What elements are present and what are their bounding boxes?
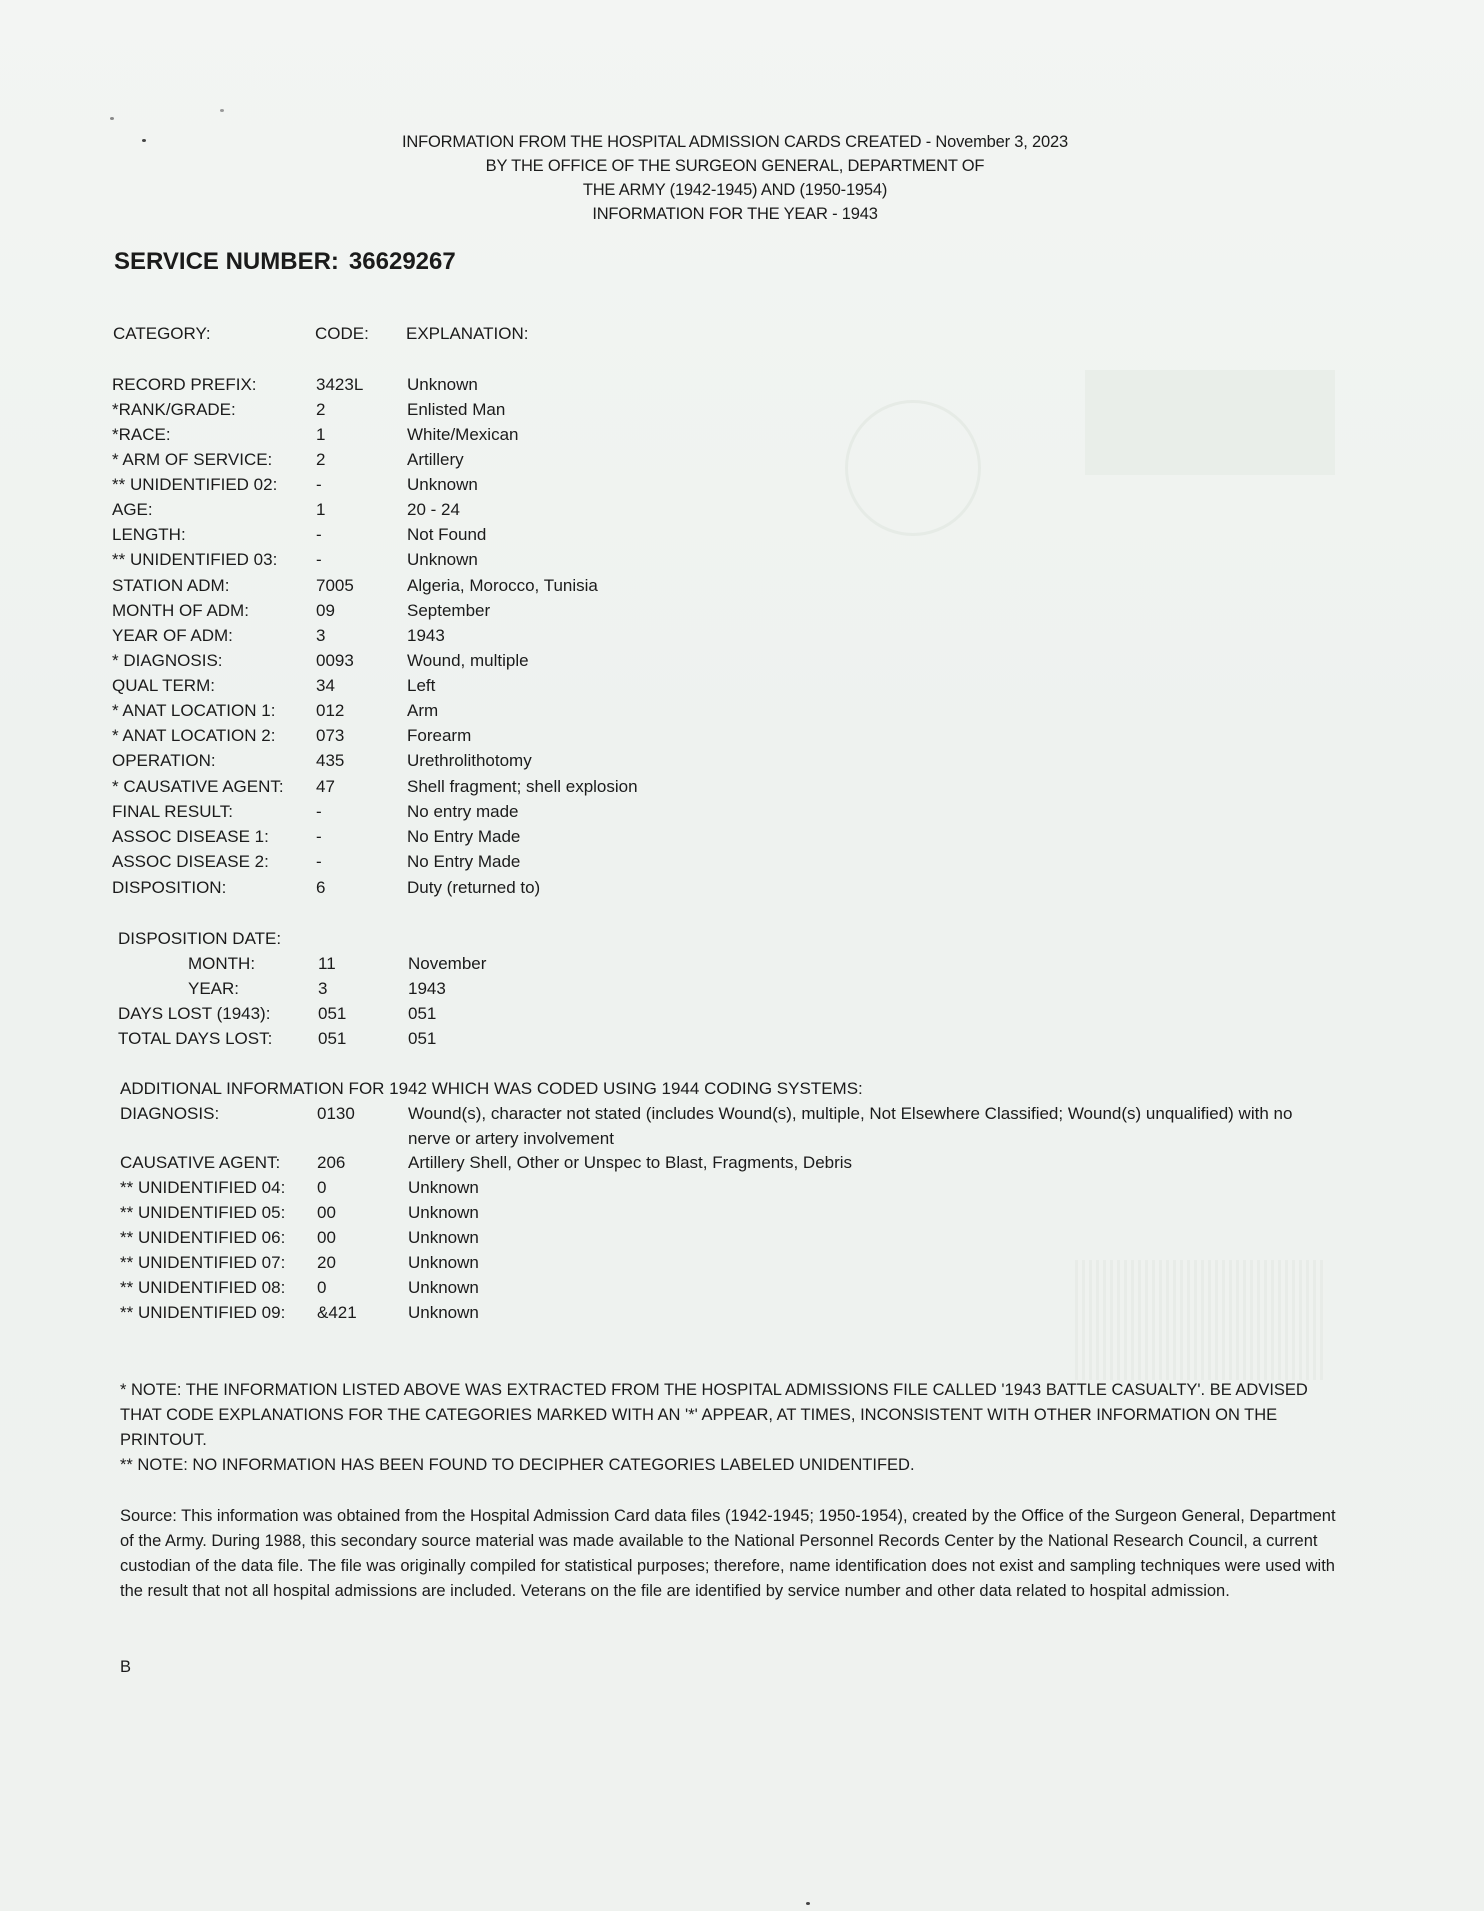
- row-explanation: Wound, multiple: [407, 651, 529, 670]
- row-category: *RANK/GRADE:: [112, 400, 236, 419]
- row-explanation: Unknown: [408, 1178, 479, 1197]
- row-code: 0130: [317, 1104, 355, 1123]
- row-code: 435: [316, 751, 345, 770]
- row-category: ** UNIDENTIFIED 02:: [112, 475, 278, 494]
- row-category: TOTAL DAYS LOST:: [118, 1029, 273, 1048]
- row-explanation: No Entry Made: [407, 827, 521, 846]
- row-category: ** UNIDENTIFIED 05:: [120, 1203, 286, 1222]
- row-code: 3: [316, 626, 326, 645]
- row-category: QUAL TERM:: [112, 676, 215, 695]
- row-code: -: [316, 827, 322, 846]
- note-unidentified: ** NOTE: NO INFORMATION HAS BEEN FOUND TO DECIPHER CATEGORIES LABELED UNIDENTIFED.: [120, 1456, 915, 1474]
- row-category: ** UNIDENTIFIED 06:: [120, 1228, 286, 1247]
- row-category: OPERATION:: [112, 751, 216, 770]
- additional-info-heading: ADDITIONAL INFORMATION FOR 1942 WHICH WAS CODED USING 1944 CODING SYSTEMS:: [120, 1079, 863, 1098]
- row-explanation: Enlisted Man: [407, 400, 506, 419]
- row-code: -: [316, 550, 322, 569]
- row-code: 20: [317, 1253, 336, 1272]
- row-explanation: Unknown: [407, 475, 478, 494]
- header-line-1: INFORMATION FROM THE HOSPITAL ADMISSION CARDS CREATED - November 3, 2023: [402, 133, 1068, 151]
- row-code: 0: [317, 1178, 327, 1197]
- column-header-explanation: EXPLANATION:: [406, 324, 529, 343]
- row-explanation: Unknown: [408, 1203, 479, 1222]
- row-code: 00: [317, 1228, 336, 1247]
- row-code: 051: [318, 1004, 347, 1023]
- row-explanation: Duty (returned to): [407, 878, 541, 897]
- row-category: ** UNIDENTIFIED 07:: [120, 1253, 286, 1272]
- scan-speck: [110, 117, 114, 120]
- row-explanation: Not Found: [407, 525, 487, 544]
- row-category: *RACE:: [112, 425, 171, 444]
- row-code: 073: [316, 726, 345, 745]
- row-explanation: 1943: [407, 626, 445, 645]
- row-explanation: Unknown: [407, 375, 478, 394]
- row-code: 09: [316, 601, 335, 620]
- row-category: DAYS LOST (1943):: [118, 1004, 271, 1023]
- row-category: * ANAT LOCATION 1:: [112, 701, 276, 720]
- row-code: 1: [316, 425, 326, 444]
- row-explanation: Unknown: [407, 550, 478, 569]
- row-category: * DIAGNOSIS:: [112, 651, 223, 670]
- column-header-category: CATEGORY:: [113, 324, 211, 343]
- row-category: FINAL RESULT:: [112, 802, 233, 821]
- document-header: [330, 130, 1140, 226]
- row-explanation: Unknown: [408, 1228, 479, 1247]
- row-category: ASSOC DISEASE 2:: [112, 852, 269, 871]
- service-number-value: 36629267: [348, 248, 456, 275]
- row-explanation: Unknown: [408, 1303, 479, 1322]
- row-explanation: 051: [408, 1029, 437, 1048]
- row-explanation: Left: [407, 676, 436, 695]
- row-explanation: Urethrolithotomy: [407, 751, 532, 770]
- row-explanation: Arm: [407, 701, 439, 720]
- row-code: -: [316, 525, 322, 544]
- row-code: -: [316, 852, 322, 871]
- service-number-label: SERVICE NUMBER:: [114, 248, 339, 275]
- row-code: 0: [317, 1278, 327, 1297]
- row-code: 3: [318, 979, 328, 998]
- row-category: ASSOC DISEASE 1:: [112, 827, 269, 846]
- row-category: MONTH OF ADM:: [112, 601, 249, 620]
- row-category: ** UNIDENTIFIED 09:: [120, 1303, 286, 1322]
- row-category: ** UNIDENTIFIED 03:: [112, 550, 278, 569]
- row-category: * CAUSATIVE AGENT:: [112, 777, 284, 796]
- header-line-3: THE ARMY (1942-1945) AND (1950-1954): [582, 181, 888, 199]
- row-explanation: Forearm: [407, 726, 472, 745]
- row-code: 206: [317, 1153, 346, 1172]
- row-category: ** UNIDENTIFIED 08:: [120, 1278, 286, 1297]
- row-explanation: September: [407, 601, 491, 620]
- row-explanation: Algeria, Morocco, Tunisia: [407, 576, 598, 595]
- source-paragraph: Source: This information was obtained from the Hospital Admission Card data files (1942-1945; 1950-1954), created by the Office of the Surgeon General, Department of the Army. During 1988, this secondary source material was made available to the National Personnel Records Center by the National Research Council, a current custodian of the data file. The file was originally compiled for statistical purposes; therefore, name identification does not exist and sampling techniques were used with the result that not all hospital admissions are included. Veterans on the file are identified by service number and other data related to hospital admission.: [120, 1507, 1336, 1600]
- service-number: [114, 248, 456, 276]
- row-explanation: 20 - 24: [407, 500, 460, 519]
- row-category: LENGTH:: [112, 525, 186, 544]
- row-category: AGE:: [112, 500, 153, 519]
- row-explanation: Shell fragment; shell explosion: [407, 777, 638, 796]
- row-code: 0093: [316, 651, 354, 670]
- row-code: -: [316, 475, 322, 494]
- footer-letter: B: [120, 1658, 132, 1676]
- row-category: RECORD PREFIX:: [112, 375, 257, 394]
- row-category: YEAR:: [188, 979, 240, 998]
- row-explanation: Artillery Shell, Other or Unspec to Blast, Fragments, Debris: [408, 1153, 853, 1172]
- header-line-4: INFORMATION FOR THE YEAR - 1943: [592, 205, 878, 223]
- note-battle-casualty: * NOTE: THE INFORMATION LISTED ABOVE WAS EXTRACTED FROM THE HOSPITAL ADMISSIONS FILE CALLED '1943 BATTLE CASUALTY'. BE ADVISED THAT CODE EXPLANATIONS FOR THE CATEGORIES MARKED WITH AN '*' APPEAR, AT TIMES, INCONSISTENT WITH OTHER INFORMATION ON THE PRINTOUT.: [120, 1381, 1308, 1449]
- row-category: * ANAT LOCATION 2:: [112, 726, 276, 745]
- row-explanation: Unknown: [408, 1278, 479, 1297]
- column-header-code: CODE:: [315, 324, 369, 343]
- row-code: 00: [317, 1203, 336, 1222]
- row-explanation: Unknown: [408, 1253, 479, 1272]
- row-explanation: 051: [408, 1004, 437, 1023]
- row-explanation: 1943: [408, 979, 446, 998]
- disposition-date-label: DISPOSITION DATE:: [118, 929, 282, 948]
- row-category: * ARM OF SERVICE:: [112, 450, 273, 469]
- row-explanation: No Entry Made: [407, 852, 521, 871]
- row-code: 051: [318, 1029, 347, 1048]
- row-explanation: White/Mexican: [407, 425, 519, 444]
- row-category: YEAR OF ADM:: [112, 626, 233, 645]
- row-code: 34: [316, 676, 335, 695]
- row-category: ** UNIDENTIFIED 04:: [120, 1178, 286, 1197]
- row-code: 2: [316, 400, 326, 419]
- row-code: &421: [317, 1303, 357, 1322]
- row-code: 012: [316, 701, 345, 720]
- scan-speck: [220, 109, 224, 112]
- row-code: 47: [316, 777, 335, 796]
- row-code: 3423L: [316, 375, 364, 394]
- row-code: 11: [318, 954, 336, 973]
- row-category: STATION ADM:: [112, 576, 230, 595]
- row-code: -: [316, 802, 322, 821]
- scan-speck: [806, 1902, 810, 1905]
- row-category: DISPOSITION:: [112, 878, 227, 897]
- row-code: 2: [316, 450, 326, 469]
- row-explanation: No entry made: [407, 802, 519, 821]
- row-code: 1: [316, 500, 326, 519]
- row-code: 7005: [316, 576, 354, 595]
- header-line-2: BY THE OFFICE OF THE SURGEON GENERAL, DEPARTMENT OF: [485, 157, 985, 175]
- row-category: MONTH:: [188, 954, 256, 973]
- row-code: 6: [316, 878, 326, 897]
- row-explanation: Wound(s), character not stated (includes Wound(s), multiple, Not Elsewhere Classified; Wound(s) unqualified) with no nerve or artery involvement: [408, 1104, 1293, 1148]
- row-category: DIAGNOSIS:: [120, 1104, 220, 1123]
- scan-speck: [142, 139, 146, 142]
- row-explanation: November: [408, 954, 487, 973]
- row-explanation: Artillery: [407, 450, 464, 469]
- row-category: CAUSATIVE AGENT:: [120, 1153, 281, 1172]
